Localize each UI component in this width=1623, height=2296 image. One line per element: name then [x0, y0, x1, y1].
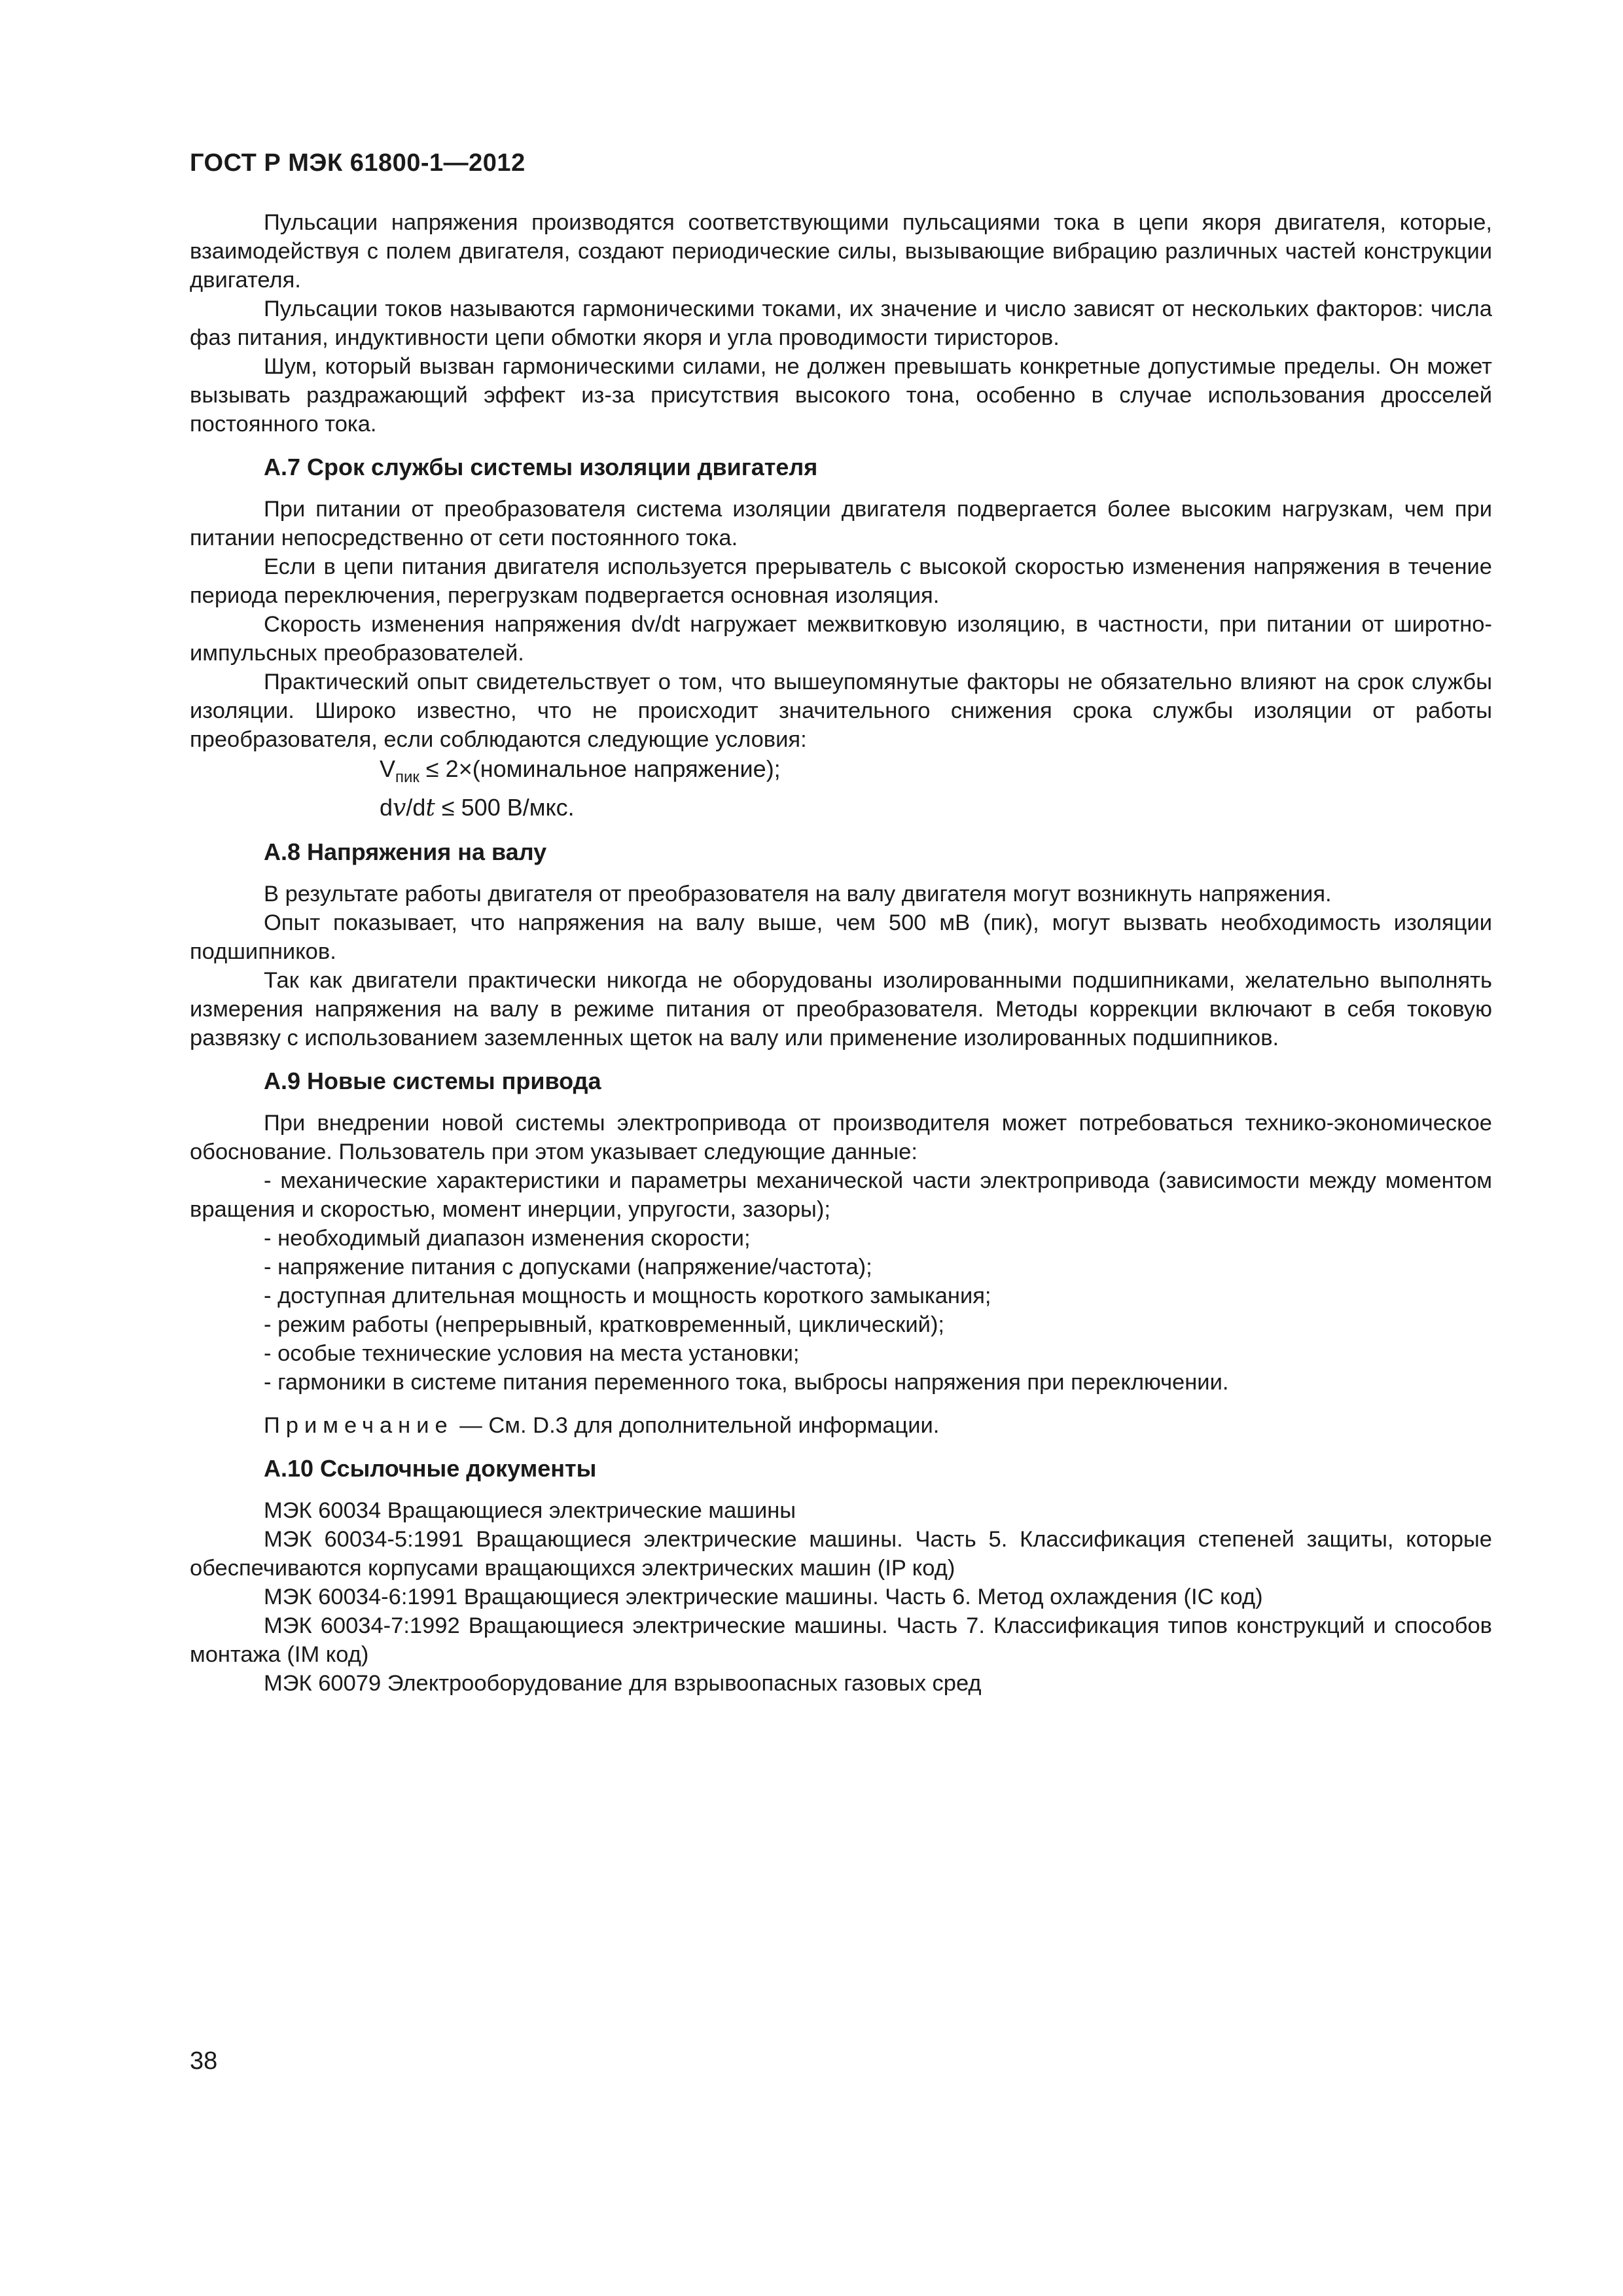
reference-item: МЭК 60034 Вращающиеся электрические машины	[264, 1498, 796, 1524]
list-item: - механические характеристики и параметры механической части электропривода (зависимости между моментом вращения и скоростью, момент инерции, упругости, зазоры);	[190, 1168, 1492, 1223]
formula-symbol: d	[412, 794, 426, 821]
formula-text: ≤ 2×(номинальное напряжение);	[419, 755, 781, 782]
page-number: 38	[190, 2047, 218, 2075]
paragraph: В результате работы двигателя от преобразователя на валу двигателя могут возникнуть напряжения.	[264, 882, 1332, 907]
paragraph: Пульсации токов называются гармоническими токами, их значение и число зависят от нескольких факторов: числа фаз питания, индуктивности цепи обмотки якоря и угла проводимости тиристоров.	[190, 296, 1492, 350]
paragraph: При внедрении новой системы электропривода от производителя может потребоваться технико-экономическое обоснование. Пользователь при этом указывает следующие данные:	[190, 1111, 1492, 1165]
note-label: Примечание	[264, 1413, 454, 1439]
paragraph: Скорость изменения напряжения dv/dt нагружает межвитковую изоляцию, в частности, при питании от широтно-импульсных преобразователей.	[190, 612, 1492, 666]
list-item: - необходимый диапазон изменения скорости;	[264, 1226, 751, 1251]
formula-symbol: d	[380, 794, 393, 821]
paragraph: Пульсации напряжения производятся соответствующими пульсациями тока в цепи якоря двигателя, которые, взаимодействуя с полем двигателя, создают периодические силы, вызывающие вибрацию различных частей конструкции двигателя.	[190, 210, 1492, 293]
formula-symbol: V	[380, 755, 396, 782]
paragraph: Практический опыт свидетельствует о том, что вышеупомянутые факторы не обязательно влияют на срок службы изоляции. Широко известно, что не происходит значительного снижения срока службы изоляции от работы преобразователя, если соблюдаются следующие условия:	[190, 670, 1492, 752]
paragraph: Шум, который вызван гармоническими силами, не должен превышать конкретные допустимые пределы. Он может вызывать раздражающий эффект из-за присутствия высокого тона, особенно в случае использования дросселей постоянного тока.	[190, 354, 1492, 437]
formula-symbol: /	[406, 794, 413, 821]
formula-peak-voltage	[190, 754, 1492, 793]
list-item: - доступная длительная мощность и мощность короткого замыкания;	[264, 1283, 991, 1309]
formula-symbol: t	[425, 795, 435, 822]
note	[190, 1411, 1492, 1440]
reference-item: МЭК 60079 Электрооборудование для взрывоопасных газовых сред	[264, 1671, 982, 1696]
paragraph: Так как двигатели практически никогда не оборудованы изолированными подшипниками, желательно выполнять измерения напряжения на валу в режиме питания от преобразователя. Методы коррекции включают в себя токовую развязку с использованием заземленных щеток на валу или применение изолированных подшипников.	[190, 968, 1492, 1051]
formula-symbol: v	[393, 795, 406, 822]
formula-text: ≤ 500 В/мкс.	[435, 794, 575, 821]
reference-item: МЭК 60034-6:1991 Вращающиеся электрические машины. Часть 6. Метод охлаждения (IC код)	[264, 1585, 1263, 1610]
list-item: - гармоники в системе питания переменного тока, выбросы напряжения при переключении.	[264, 1370, 1229, 1395]
section-heading-a9: А.9 Новые системы привода	[264, 1067, 601, 1095]
document-header: ГОСТ Р МЭК 61800-1—2012	[190, 149, 526, 177]
paragraph: При питании от преобразователя система изоляции двигателя подвергается более высоким нагрузкам, чем при питании непосредственно от сети постоянного тока.	[190, 497, 1492, 550]
paragraph: Если в цепи питания двигателя используется прерыватель с высокой скоростью изменения напряжения в течение периода переключения, перегрузкам подвергается основная изоляция.	[190, 554, 1492, 608]
document-body	[190, 208, 1492, 1698]
formula-dvdt	[190, 793, 1492, 823]
list-item: - режим работы (непрерывный, кратковременный, циклический);	[264, 1312, 945, 1338]
section-heading-a7: А.7 Срок службы системы изоляции двигателя	[264, 454, 818, 480]
formula-subscript: пик	[395, 768, 419, 787]
reference-item: МЭК 60034-7:1992 Вращающиеся электрические машины. Часть 7. Классификация типов конструкций и способов монтажа (IM код)	[190, 1613, 1492, 1668]
list-item: - напряжение питания с допусками (напряжение/частота);	[264, 1255, 872, 1280]
section-heading-a8: А.8 Напряжения на валу	[264, 838, 547, 866]
paragraph: Опыт показывает, что напряжения на валу выше, чем 500 мВ (пик), могут вызвать необходимость изоляции подшипников.	[190, 910, 1492, 965]
note-text: — См. D.3 для дополнительной информации.	[453, 1413, 940, 1439]
section-heading-a10: А.10 Ссылочные документы	[264, 1455, 597, 1482]
list-item: - особые технические условия на места установки;	[264, 1341, 800, 1367]
reference-item: МЭК 60034-5:1991 Вращающиеся электрические машины. Часть 5. Классификация степеней защиты, которые обеспечиваются корпусами вращающихся электрических машин (IP код)	[190, 1527, 1492, 1581]
